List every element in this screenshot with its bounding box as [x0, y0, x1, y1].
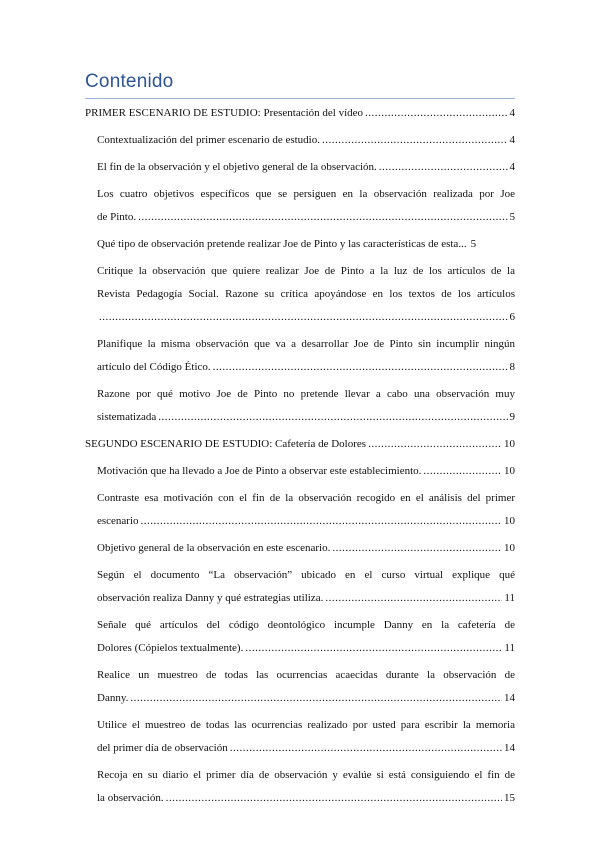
- toc-page-number: 5: [509, 211, 515, 223]
- toc-leader-dots: [158, 406, 507, 429]
- toc-item-2-4[interactable]: [85, 564, 515, 610]
- toc-entry-title: Motivación que ha llevado a Joe de Pinto a observar este establecimiento.: [97, 465, 422, 477]
- toc-leader-dots: [99, 306, 508, 329]
- toc-entry-title: Qué tipo de observación pretende realizar Joe de Pinto y las características de esta...: [97, 238, 467, 250]
- toc-page-number: 14: [504, 742, 515, 754]
- toc-entry-title: Contextualización del primer escenario de estudio.: [97, 134, 320, 146]
- toc-item-2-3[interactable]: [85, 537, 515, 560]
- toc-entry-title: Danny.: [97, 692, 129, 704]
- toc-entry-first-line: Los cuatro objetivos específicos que se persiguen en la observación realizada por Joe: [97, 188, 515, 200]
- toc-entry-title: Dolores (Cópielos textualmente).: [97, 642, 244, 654]
- toc-leader-dots: [322, 129, 508, 152]
- toc-entry-title: artículo del Código Ético.: [97, 361, 211, 373]
- toc-page-number: 10: [504, 542, 515, 554]
- toc-page-number: 10: [504, 515, 515, 527]
- table-of-contents: [85, 102, 515, 810]
- toc-entry-title: sistematizada: [97, 411, 157, 423]
- toc-entry-first-line: Realice un muestreo de todas las ocurrencias acaecidas durante la observación de: [97, 669, 515, 681]
- toc-entry-title: Objetivo general de la observación en este escenario.: [97, 542, 331, 554]
- toc-page-number: 11: [504, 642, 515, 654]
- toc-page-number: 4: [509, 107, 515, 119]
- toc-item-1-6[interactable]: [85, 333, 515, 379]
- toc-leader-dots: [141, 510, 502, 533]
- toc-leader-dots: [368, 433, 502, 456]
- toc-item-1-2[interactable]: [85, 156, 515, 179]
- toc-page-number: 10: [504, 465, 515, 477]
- toc-page-number: 6: [509, 311, 515, 323]
- toc-entry-title: la observación.: [97, 792, 164, 804]
- toc-page-number: 8: [509, 361, 515, 373]
- toc-page-number: 9: [509, 411, 515, 423]
- toc-entry-second-line: Revista Pedagogía Social. Razone su crítica apoyándose en los textos de los artículos: [97, 288, 515, 300]
- toc-leader-dots: [230, 737, 502, 760]
- toc-entry-title: observación realiza Danny y qué estrategias utiliza.: [97, 592, 324, 604]
- toc-item-1-3[interactable]: [85, 183, 515, 229]
- toc-item-2-7[interactable]: [85, 714, 515, 760]
- toc-entry-first-line: Señale qué artículos del código deontológico incumple Danny en la cafetería de: [97, 619, 515, 631]
- toc-item-2-1[interactable]: [85, 460, 515, 483]
- toc-leader-dots: [423, 460, 502, 483]
- toc-item-1-4[interactable]: [85, 233, 515, 256]
- toc-entry-first-line: Razone por qué motivo Joe de Pinto no pretende llevar a cabo una observación muy: [97, 388, 515, 400]
- toc-section-2[interactable]: [85, 433, 515, 456]
- toc-entry-title: del primer día de observación: [97, 742, 228, 754]
- toc-entry-title: escenario: [97, 515, 139, 527]
- toc-entry-title: SEGUNDO ESCENARIO DE ESTUDIO: Cafetería de Dolores: [85, 438, 367, 450]
- toc-section-1[interactable]: [85, 102, 515, 125]
- toc-page-number: 11: [504, 592, 515, 604]
- toc-entry-title: El fin de la observación y el objetivo general de la observación.: [97, 161, 377, 173]
- toc-entry-first-line: Critique la observación que quiere realizar Joe de Pinto a la luz de los artículos de la: [97, 265, 515, 277]
- toc-item-2-5[interactable]: [85, 614, 515, 660]
- heading-rule: [85, 98, 515, 99]
- toc-leader-dots: [325, 587, 502, 610]
- toc-leader-dots: [130, 687, 502, 710]
- toc-item-2-6[interactable]: [85, 664, 515, 710]
- toc-title: Contenido: [85, 71, 174, 92]
- toc-item-2-8[interactable]: [85, 764, 515, 810]
- toc-page-number: 15: [504, 792, 515, 804]
- toc-item-2-2[interactable]: [85, 487, 515, 533]
- toc-entry-first-line: Contraste esa motivación con el fin de la observación recogido en el análisis del primer: [97, 492, 515, 504]
- toc-entry-title: de Pinto.: [97, 211, 137, 223]
- toc-item-1-1[interactable]: [85, 129, 515, 152]
- toc-entry-title: PRIMER ESCENARIO DE ESTUDIO: Presentación del vídeo: [85, 107, 364, 119]
- toc-page-number: 4: [509, 161, 515, 173]
- toc-entry-first-line: Recoja en su diario el primer día de observación y evalúe si está consiguiendo el fin de: [97, 769, 515, 781]
- toc-item-1-7[interactable]: [85, 383, 515, 429]
- toc-item-1-5[interactable]: [85, 260, 515, 329]
- toc-entry-first-line: Planifique la misma observación que va a desarrollar Joe de Pinto sin incumplir ningún: [97, 338, 515, 350]
- toc-leader-dots: [365, 102, 507, 125]
- toc-page-number: 14: [504, 692, 515, 704]
- toc-leader-dots: [379, 156, 508, 179]
- toc-page-number: 4: [509, 134, 515, 146]
- toc-leader-dots: [138, 206, 507, 229]
- toc-leader-dots: [166, 787, 502, 810]
- toc-leader-dots: [213, 356, 508, 379]
- toc-entry-first-line: Según el documento “La observación” ubicado en el curso virtual explique qué: [97, 569, 515, 581]
- toc-entry-first-line: Utilice el muestreo de todas las ocurrencias realizado por usted para escribir la memoria: [97, 719, 515, 731]
- toc-leader-dots: [245, 637, 502, 660]
- toc-leader-dots: [332, 537, 502, 560]
- toc-page-number: 5: [470, 238, 477, 250]
- toc-page-number: 10: [504, 438, 515, 450]
